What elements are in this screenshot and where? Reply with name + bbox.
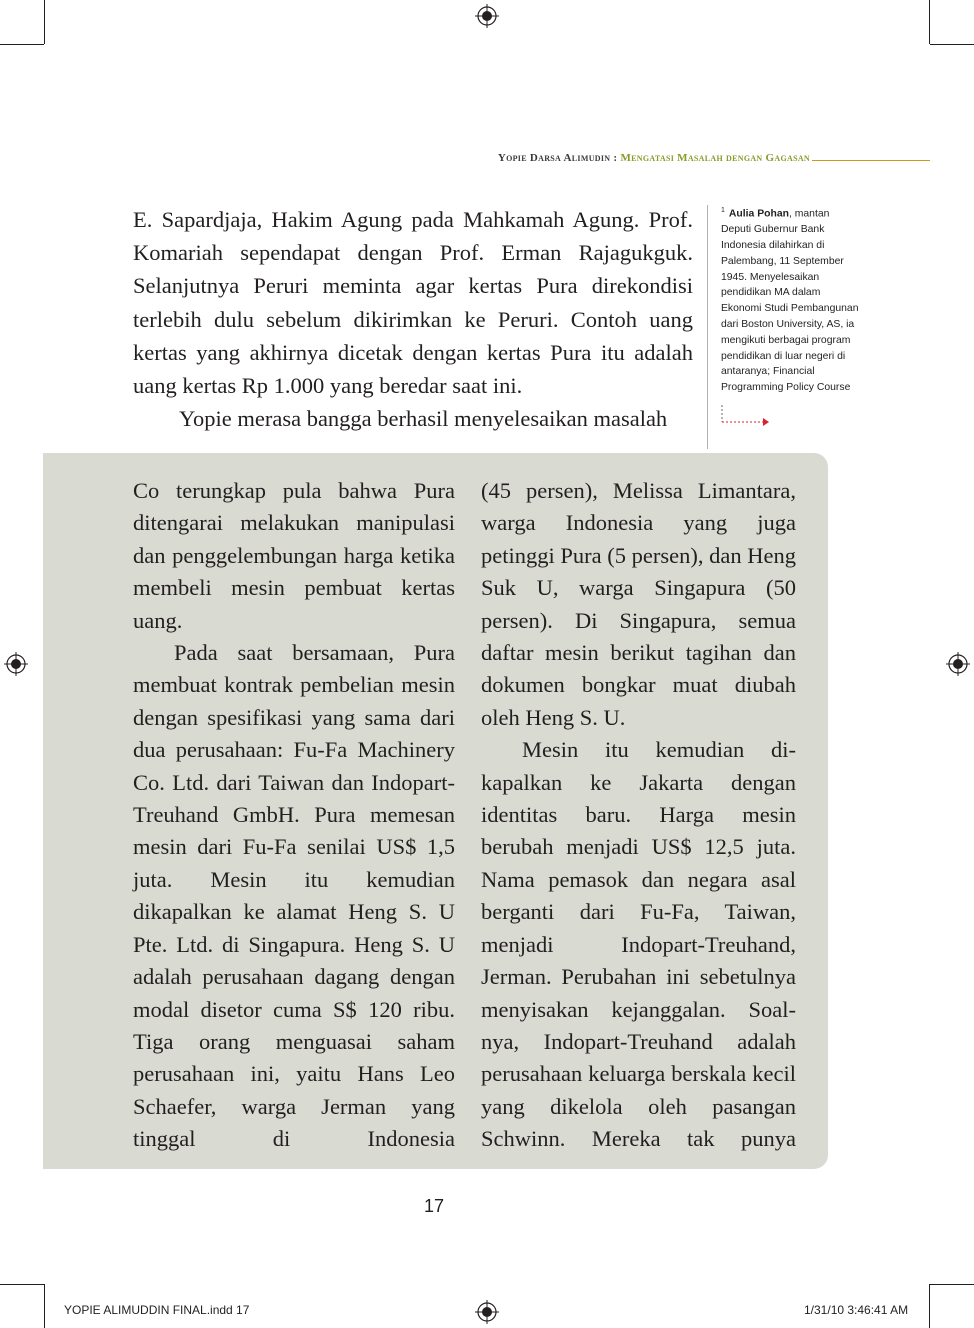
footnote-marker: 1 [721, 207, 725, 214]
box-paragraph: Mesin itu kemudian di-kapalkan ke Jakarta dengan identitas baru. Harga mesin berubah menjadi US$ 12,5 juta. Nama pemasok dan negara asal berganti dari Fu-Fa, Taiwan, menjadi Indopart-Treuhand, Jerman. Perubahan ini sebetulnya menyisakan kejanggalan. Soal-nya, Indopart-Treuhand adalah perusahaan keluarga berskala kecil yang dikelola oleh pasangan Schwinn. Mereka tak punya [481, 737, 796, 1152]
page-number: 17 [423, 1196, 445, 1216]
crop-mark [930, 1284, 974, 1285]
registration-mark-icon [475, 1300, 499, 1324]
slug-filename: YOPIE ALIMUDDIN FINAL.indd 17 [64, 1303, 250, 1317]
crop-mark [44, 1284, 45, 1328]
registration-mark-icon [475, 4, 499, 28]
crop-mark [930, 44, 974, 45]
crop-mark [929, 0, 930, 44]
sidenote-text: , mantan Deputi Gubernur Bank Indonesia dilahirkan di Palembang, 11 September 1945. Menyelesaikan pendidikan MA dalam Ekonomi Studi Pembangunan dari Boston University, AS, ia mengikuti berbagai program pendidikan di luar negeri di antaranya; Financial Programming Policy Course [721, 208, 859, 394]
box-column-left [133, 475, 455, 1156]
box-column-right [481, 475, 796, 1156]
crop-mark [929, 1284, 930, 1328]
box-paragraph: (45 persen), Melissa Limantara, warga Indonesia yang juga petinggi Pura (5 persen), dan Heng Suk U, warga Singapura (50 persen). Di Singapura, semua daftar mesin berikut tagihan dan dokumen bongkar muat diubah oleh Heng S. U. [481, 478, 796, 730]
column-divider [707, 205, 708, 449]
registration-mark-icon [4, 652, 28, 676]
registration-mark-icon [946, 652, 970, 676]
sidenote-name: Aulia Pohan [728, 208, 789, 220]
header-author: Yopie Darsa Alimudin [497, 152, 611, 164]
running-header [0, 152, 974, 170]
body-paragraph: E. Sapardjaja, Hakim Agung pada Mahkamah Agung. Prof. Komariah sependapat dengan Prof. Erman Rajagukguk. Selanjutnya Peruri meminta agar kertas Pura direkondisi terlebih dulu sebelum dikirimkan ke Peruri. Contoh uang kertas yang akhirnya dicetak dengan kertas Pura itu adalah uang kertas Rp 1.000 yang beredar saat ini. [133, 207, 693, 399]
sidenote [721, 203, 859, 396]
header-text [498, 152, 810, 164]
header-rule [812, 160, 930, 161]
body-text-top [133, 203, 693, 435]
crop-mark [0, 44, 44, 45]
box-paragraph: Co terungkap pula bahwa Pura ditengarai melakukan manipulasi dan penggelembungan harga ketika membeli mesin pembuat kertas uang. [133, 478, 455, 633]
crop-mark [0, 1284, 44, 1285]
header-separator: : [613, 152, 618, 164]
slug-datetime: 1/31/10 3:46:41 AM [804, 1303, 909, 1317]
crop-mark [44, 0, 45, 44]
box-paragraph: Pada saat bersamaan, Pura membuat kontrak pembelian mesin dengan spesifikasi yang sama dari dua perusahaan: Fu-Fa Machinery Co. Ltd. dari Taiwan dan Indopart-Treuhand GmbH. Pura memesan mesin dari Fu-Fa senilai US$ 1,5 juta. Mesin itu kemudian dikapalkan ke alamat Heng S. U Pte. Ltd. di Singapura. Heng S. U adalah perusahaan dagang dengan modal disetor cuma S$ 120 ribu. Tiga orang menguasai saham perusahaan ini, yaitu Hans Leo Schaefer, warga Jerman yang tinggal di Indonesia [133, 640, 455, 1152]
continuation-arrow-icon [721, 403, 769, 427]
header-title: Mengatasi Masalah dengan Gagasan [620, 152, 810, 164]
body-paragraph: Yopie merasa bangga berhasil menyelesaikan masalah [179, 406, 668, 432]
